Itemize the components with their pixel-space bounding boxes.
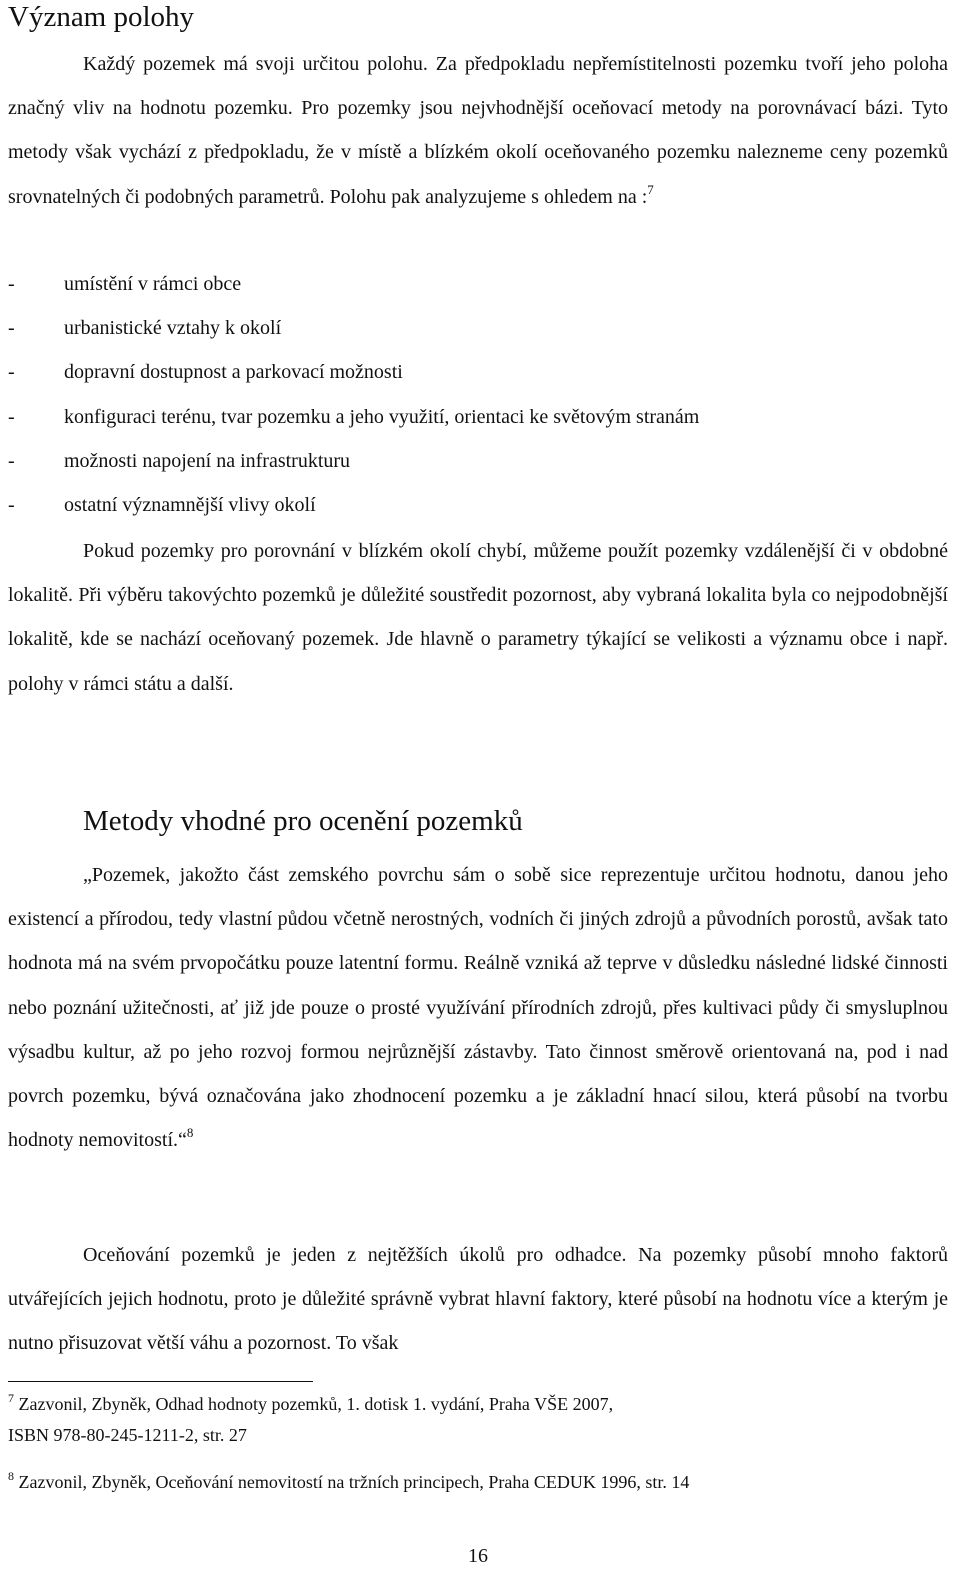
list-item	[8, 262, 699, 306]
list-item-text: dopravní dostupnost a parkovací možnosti	[64, 361, 403, 384]
list-item	[8, 306, 699, 350]
list-item-text: umístění v rámci obce	[64, 273, 242, 295]
list-item-text: možnosti napojení na infrastrukturu	[64, 449, 351, 472]
footnote-separator	[8, 1381, 313, 1382]
footnote-7-continued: ISBN 978-80-245-1211-2, str. 27	[8, 1425, 247, 1445]
section-heading-metody: Metody vhodné pro ocenění pozemků	[83, 805, 523, 837]
footnote-7	[8, 1392, 948, 1418]
list-marker: -	[8, 273, 15, 295]
footnote-8	[8, 1470, 948, 1496]
list-item-text: ostatní významnější vlivy okolí	[64, 494, 316, 517]
list-item-text: konfiguraci terénu, tvar pozemku a jeho využití, orientaci ke světovým stranám	[64, 405, 700, 428]
position-factors-list	[8, 262, 699, 527]
list-marker: -	[8, 317, 15, 340]
footnote-number: 7	[8, 1391, 14, 1405]
footnote-text: Zazvonil, Zbyněk, Odhad hodnoty pozemků, 1. dotisk 1. vydání, Praha VŠE 2007,	[18, 1394, 614, 1414]
paragraph-intro-text: Každý pozemek má svoji určitou polohu. Za předpokladu nepřemístitelnosti pozemku tvoří jeho poloha značný vliv na hodnotu pozemku. Pro pozemky jsou nejvhodnější oceňovací metody na porovnávací bázi. Tyto metody však vychází z předpokladu, že v místě a blízkém okolí oceňovaného pozemku nalezneme ceny pozemků srovnatelných či podobných parametrů. Polohu pak analyzujeme s ohledem na :	[8, 53, 948, 208]
paragraph-comparison: Pokud pozemky pro porovnání v blízkém okolí chybí, můžeme použít pozemky vzdálenější či v obdobné lokalitě. Při výběru takovýchto pozemků je důležité soustředit pozornost, aby vybraná lokalita byla co nejpodobnější lokalitě, kde se nachází oceňovaný pozemek. Jde hlavně o parametry týkající se velikosti a významu obce i např. polohy v rámci státu a další.	[8, 540, 948, 695]
paragraph-valuation: Oceňování pozemků je jeden z nejtěžších úkolů pro odhadce. Na pozemky působí mnoho faktorů utvářejících jejich hodnotu, proto je důležité správně vybrat hlavní faktory, které působí na hodnotu více a kterým je nutno přisuzovat větší váhu a pozornost. To však	[8, 1244, 948, 1355]
list-marker: -	[8, 405, 15, 428]
list-marker: -	[8, 494, 15, 517]
paragraph-quote	[8, 853, 948, 1164]
list-marker: -	[8, 361, 15, 384]
footnote-text: Zazvonil, Zbyněk, Oceňování nemovitostí na tržních principech, Praha CEDUK 1996, str. 14	[18, 1472, 690, 1492]
list-item	[8, 483, 699, 527]
paragraph-intro	[8, 42, 948, 221]
footnote-number: 8	[8, 1469, 14, 1483]
list-item	[8, 439, 699, 483]
section-heading-vyznam-polohy: Význam polohy	[8, 1, 195, 33]
footnote-ref-7[interactable]: 7	[647, 181, 654, 197]
footnote-ref-8[interactable]: 8	[186, 1125, 194, 1141]
quote-text: „Pozemek, jakožto část zemského povrchu sám o sobě sice reprezentuje určitou hodnotu, danou jeho existencí a přírodou, tedy vlastní půdou včetně nerostných, vodních či jiných zdrojů a původních porostů, avšak tato hodnota má na svém prvopočátku pouze latentní formu. Reálně vzniká až teprve v důsledku následné lidské činnosti nebo poznání užitečnosti, ať již jde pouze o prosté využívání přírodních zdrojů, přes kultivaci půdy či smysluplnou výsadbu kultur, až po jeho rozvoj formou nejrůznější zástavby. Tato činnost směrově orientovaná na, pod i nad povrch pozemku, bývá označována jako zhodnocení pozemku a je základní hnací silou, která působí na tvorbu hodnoty nemovitostí.“	[8, 864, 948, 1152]
list-item-text: urbanistické vztahy k okolí	[64, 317, 282, 340]
list-item	[8, 395, 699, 439]
list-item	[8, 350, 699, 394]
page-number: 16	[468, 1545, 488, 1567]
list-marker: -	[8, 449, 15, 472]
